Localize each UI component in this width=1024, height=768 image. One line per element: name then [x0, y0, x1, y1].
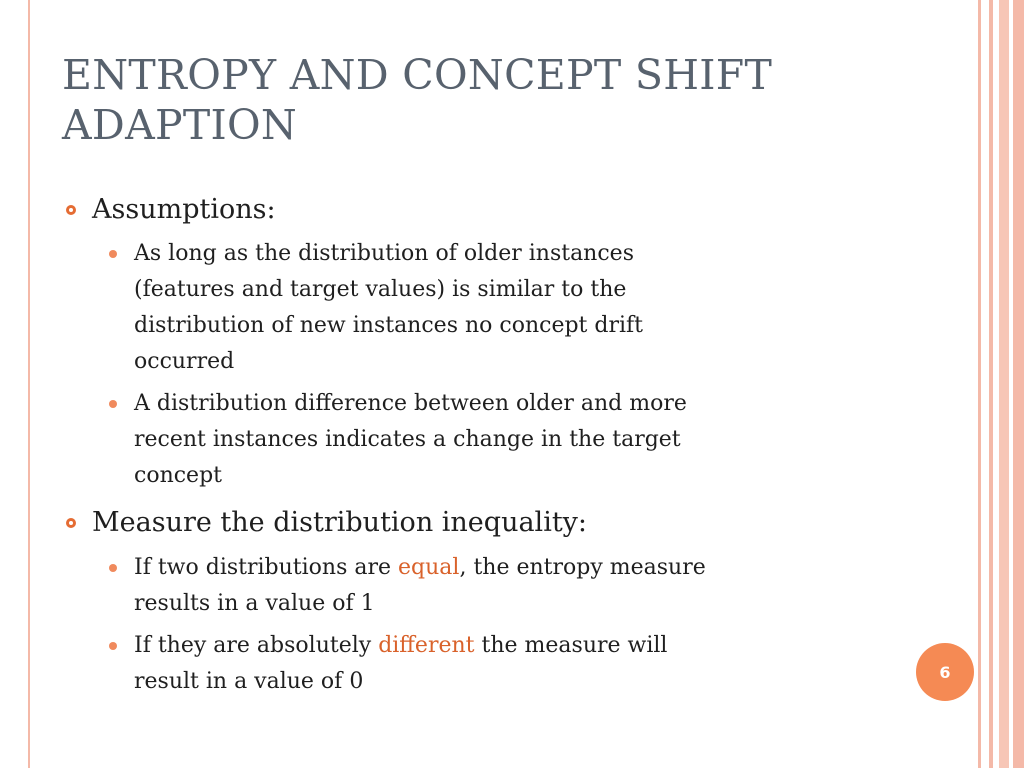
- section-heading: Measure the distribution inequality:: [92, 507, 588, 538]
- page-number-badge: [916, 643, 974, 701]
- bullet-item: [134, 236, 854, 380]
- bullet-line: As long as the distribution of older instances: [134, 241, 634, 266]
- bullet-line: concept: [134, 463, 222, 488]
- slide-title-line: ADAPTION: [62, 101, 298, 149]
- bullet-item: [134, 386, 854, 494]
- bullet-item: [134, 628, 854, 700]
- bullet-line: [134, 628, 854, 664]
- bullet-line: results in a value of 1: [134, 591, 375, 616]
- text-run: If they are absolutely: [134, 633, 379, 658]
- bullet-line: (features and target values) is similar to the: [134, 277, 627, 302]
- text-run: If two distributions are: [134, 555, 399, 580]
- bullet-line: occurred: [134, 349, 235, 374]
- ring-bullet-icon: [66, 518, 76, 528]
- dot-bullet-icon: [109, 250, 117, 258]
- highlight-word-different: different: [378, 633, 475, 658]
- slide-title-line: ENTROPY AND CONCEPT SHIFT: [62, 51, 773, 99]
- bullet-line: distribution of new instances no concept drift: [134, 313, 643, 338]
- dot-bullet-icon: [109, 564, 117, 572]
- section-heading: Assumptions:: [92, 194, 276, 225]
- text-run: , the entropy measure: [459, 555, 706, 580]
- page-number: 6: [939, 662, 951, 682]
- ring-bullet-icon: [66, 205, 76, 215]
- text-run: the measure will: [474, 633, 668, 658]
- dot-bullet-icon: [109, 642, 117, 650]
- bullet-line: A distribution difference between older and more: [134, 391, 687, 416]
- bullet-line: [134, 550, 854, 586]
- dot-bullet-icon: [109, 400, 117, 408]
- bullet-line: recent instances indicates a change in the target: [134, 427, 681, 452]
- bullet-line: result in a value of 0: [134, 669, 364, 694]
- bullet-item: [134, 550, 854, 622]
- highlight-word-equal: equal: [398, 555, 460, 580]
